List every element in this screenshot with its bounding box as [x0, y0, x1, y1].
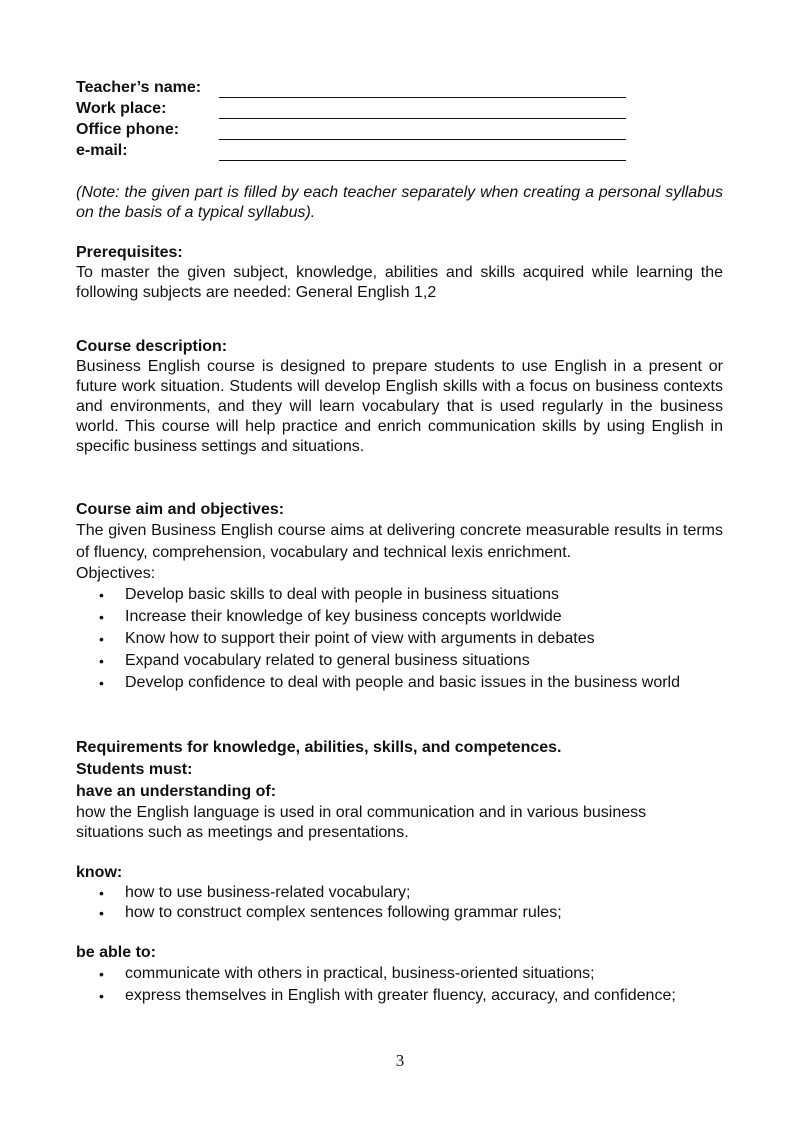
list-item: • how to use business-related vocabulary; [99, 884, 411, 901]
bullet-icon: • [99, 905, 104, 921]
course-description-text: Business English course is designed to prepare students to use English in a present or future work situation. Students will develop English skills with a focus on business contexts and environments, and they will learn vocabulary that is used regularly in the business world. This course will help practice and enrich communication skills by using English in specific business settings and situations. [76, 358, 723, 455]
requirements-heading: Requirements for knowledge, abilities, skills, and competences. [76, 739, 562, 756]
office-phone-label: Office phone: [76, 120, 180, 138]
contact-row-office-phone [76, 119, 626, 140]
list-item: • Expand vocabulary related to general business situations [76, 650, 723, 672]
understanding-heading: have an understanding of: [76, 783, 277, 800]
prerequisites-text: To master the given subject, knowledge, abilities and skills acquired while learning the following subjects are needed: General English 1,2 [76, 264, 723, 301]
list-item: • communicate with others in practical, business-oriented situations; [76, 963, 723, 985]
aims-text: The given Business English course aims at delivering concrete measurable results in terms of fluency, comprehension, vocabulary and technical lexis enrichment. [76, 522, 723, 561]
able-list [76, 963, 723, 1007]
prerequisites-heading: Prerequisites: [76, 244, 183, 261]
prerequisites-section [76, 243, 723, 303]
page-number: 3 [395, 1051, 405, 1070]
able-heading: be able to: [76, 944, 157, 961]
contact-row-work-place [76, 98, 626, 119]
requirements-section [76, 737, 723, 1007]
email-label: e-mail: [76, 141, 128, 159]
know-heading: know: [76, 864, 123, 881]
list-item: • Know how to support their point of view with arguments in debates [76, 628, 723, 650]
teacher-name-label: Teacher’s name: [76, 78, 202, 96]
teacher-name-blank[interactable] [219, 77, 626, 98]
email-blank[interactable] [219, 140, 626, 161]
list-item: • express themselves in English with greater fluency, accuracy, and confidence; [76, 985, 723, 1007]
bullet-icon: • [99, 653, 104, 669]
bullet-icon: • [99, 675, 104, 691]
know-list [76, 883, 723, 923]
bullet-icon: • [99, 631, 104, 647]
bullet-icon: • [99, 885, 104, 901]
office-phone-blank[interactable] [219, 119, 626, 140]
contact-row-email [76, 140, 626, 161]
contact-info-table [76, 77, 626, 161]
aims-heading: Course aim and objectives: [76, 501, 285, 518]
aims-section [76, 500, 723, 694]
list-item: • Develop confidence to deal with people and basic issues in the business world [76, 672, 723, 694]
objectives-label: Objectives: [76, 565, 156, 582]
work-place-blank[interactable] [219, 98, 626, 119]
list-item: • Increase their knowledge of key business concepts worldwide [76, 606, 723, 628]
bullet-icon: • [99, 966, 104, 982]
course-description-heading: Course description: [76, 338, 228, 355]
bullet-icon: • [99, 609, 104, 625]
document-page [76, 77, 723, 1007]
bullet-icon: • [99, 988, 104, 1004]
syllabus-note: (Note: the given part is filled by each teacher separately when creating a personal syllabus on the basis of a typical syllabus). [76, 184, 723, 221]
bullet-icon: • [99, 587, 104, 603]
understanding-text: how the English language is used in oral communication and in various business situations such as meetings and presentations. [76, 804, 647, 841]
course-description-section [76, 337, 723, 457]
list-item: • how to construct complex sentences following grammar rules; [99, 904, 562, 921]
objectives-list [76, 584, 723, 694]
work-place-label: Work place: [76, 99, 167, 117]
list-item: • Develop basic skills to deal with people in business situations [76, 584, 723, 606]
contact-row-teacher-name [76, 77, 626, 98]
requirements-subheading: Students must: [76, 761, 193, 778]
